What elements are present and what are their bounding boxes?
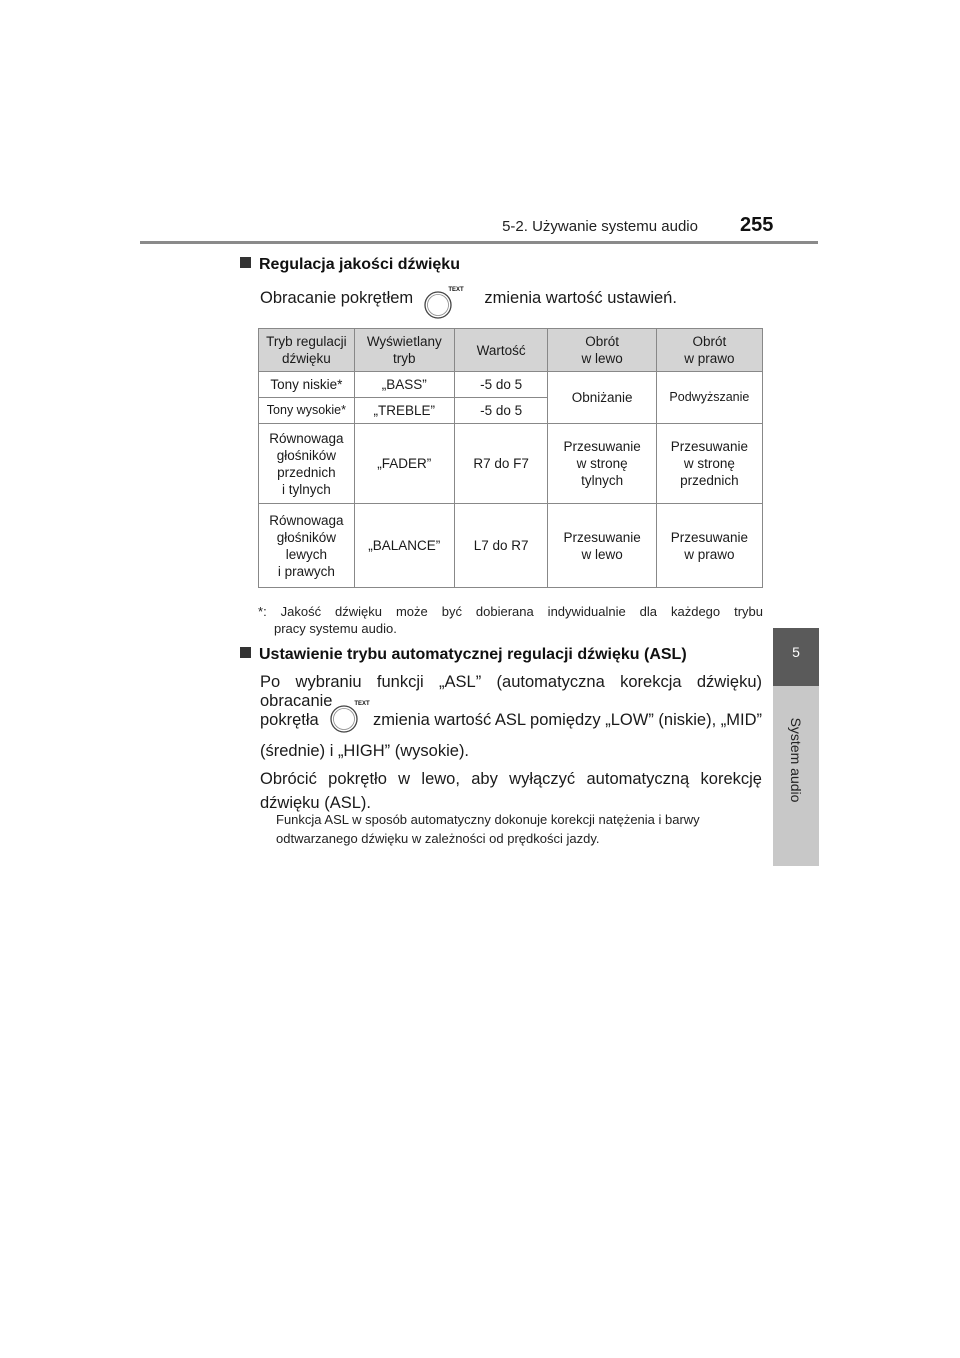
square-bullet-icon (240, 647, 251, 658)
table-cell: Obniżanie (548, 372, 656, 424)
asl-line-1: Po wybraniu funkcji „ASL” (automatyczna korekcja dźwięku) obracanie (260, 673, 762, 710)
table-cell: -5 do 5 (454, 398, 548, 424)
table-footnote (258, 603, 763, 637)
table-cell: Przesuwanie w prawo (656, 504, 762, 588)
knob-text-label: TEXT (448, 287, 464, 293)
column-header: Obrót w lewo (548, 329, 656, 372)
intro-after-text: zmienia wartość ustawień. (484, 289, 677, 307)
sound-quality-intro (260, 289, 677, 308)
table-cell: Tony wysokie* (259, 398, 355, 424)
table-cell: „FADER” (354, 424, 454, 504)
column-header: Tryb regulacji dźwięku (259, 329, 355, 372)
table-cell: Równowaga głośników lewych i prawych (259, 504, 355, 588)
table-cell: R7 do F7 (454, 424, 548, 504)
table-cell: Przesuwanie w lewo (548, 504, 656, 588)
column-header: Wyświetlany tryb (354, 329, 454, 372)
chapter-label: System audio (788, 717, 804, 803)
text-knob-icon (418, 284, 462, 320)
asl-note-line-2: odtwarzanego dźwięku w zależności od prędkości jazdy. (276, 831, 600, 846)
table-cell: -5 do 5 (454, 372, 548, 398)
knob-text-label: TEXT (354, 701, 370, 707)
intro-before-text: Obracanie pokrętłem (260, 289, 414, 307)
table-row (259, 504, 763, 588)
table-row (259, 424, 763, 504)
asl-note-line-1: Funkcja ASL w sposób automatyczny dokonuje korekcji natężenia i barwy (276, 812, 700, 827)
column-header: Wartość (454, 329, 548, 372)
asl-line-3: (średnie) i „HIGH” (wysokie). (260, 742, 470, 760)
square-bullet-icon (240, 257, 251, 268)
asl-line-2-before: pokrętła (260, 711, 319, 729)
sound-quality-heading-text: Regulacja jakości dźwięku (259, 256, 460, 273)
asl-line-4: Obrócić pokrętło w lewo, aby wyłączyć automatyczną korekcję (260, 770, 762, 788)
table-cell: Tony niskie* (259, 372, 355, 398)
header-rule (140, 241, 818, 244)
table-cell: Przesuwanie w stronę przednich (656, 424, 762, 504)
footnote-line-2: pracy systemu audio. (274, 621, 397, 636)
table-cell: Przesuwanie w stronę tylnych (548, 424, 656, 504)
column-header: Obrót w prawo (656, 329, 762, 372)
asl-heading-text: Ustawienie trybu automatycznej regulacji dźwięku (ASL) (259, 646, 687, 663)
sound-settings-table (258, 328, 763, 588)
text-knob-icon (324, 698, 368, 734)
asl-line-2-after: zmienia wartość ASL pomiędzy „LOW” (niskie), „MID” (372, 711, 762, 729)
chapter-number: 5 (792, 644, 800, 660)
table-cell: Równowaga głośników przednich i tylnych (259, 424, 355, 504)
footnote-marker: * (258, 604, 264, 619)
sound-quality-heading (240, 256, 460, 274)
table-cell: L7 do R7 (454, 504, 548, 588)
table-cell: „BALANCE” (354, 504, 454, 588)
footnote-line-1: : Jakość dźwięku może być dobierana indywidualnie dla każdego trybu (263, 604, 763, 619)
page-number: 255 (740, 214, 774, 236)
table-cell: „TREBLE” (354, 398, 454, 424)
running-header: 5-2. Używanie systemu audio (502, 218, 698, 235)
table-cell: „BASS” (354, 372, 454, 398)
table-header-row (259, 329, 763, 372)
asl-heading (240, 646, 687, 664)
table-row (259, 372, 763, 398)
chapter-tab (773, 628, 819, 686)
table-cell: Podwyższanie (656, 372, 762, 424)
asl-line-5: dźwięku (ASL). (260, 794, 371, 812)
